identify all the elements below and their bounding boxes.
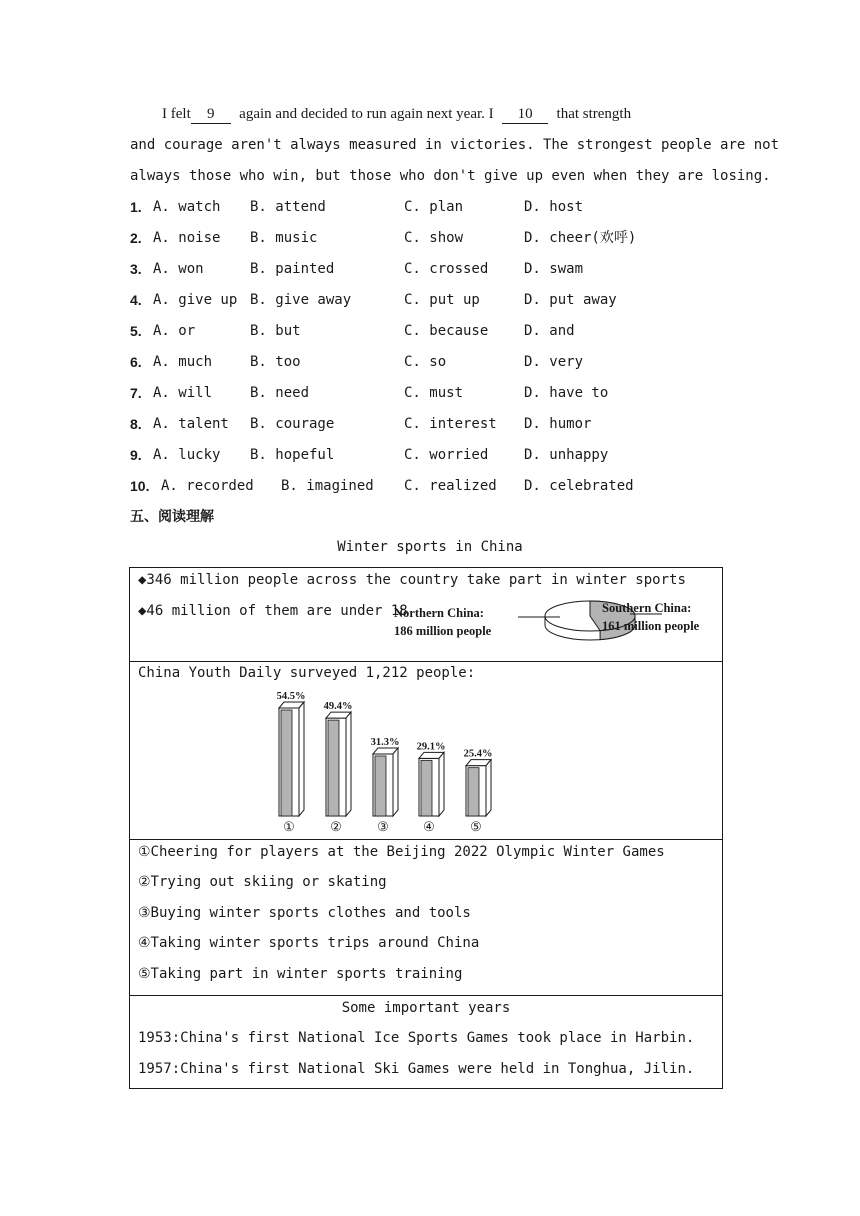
bar-3 <box>373 748 398 816</box>
option-b: B. imagined <box>281 478 374 494</box>
question-number: 7. <box>130 385 142 401</box>
bar-5 <box>466 760 491 816</box>
option-d: D. cheer(欢呼) <box>524 230 637 246</box>
activity-1: ①Cheering for players at the Beijing 2022 Olympic Winter Games <box>138 844 665 860</box>
section-title: 五、阅读理解 <box>130 509 214 525</box>
year-1953: 1953:China's first National Ice Sports Games took place in Harbin. <box>138 1030 695 1046</box>
question-number: 4. <box>130 292 142 308</box>
activity-5: ⑤Taking part in winter sports training <box>138 966 463 982</box>
blank-10: 10 <box>502 105 548 124</box>
option-b: B. attend <box>250 199 326 215</box>
question-row <box>130 440 750 471</box>
question-row <box>130 347 750 378</box>
option-d: D. have to <box>524 385 609 401</box>
question-number: 3. <box>130 261 142 277</box>
option-a: A. talent <box>153 416 229 432</box>
option-d: D. swam <box>524 261 584 277</box>
option-a: A. won <box>153 261 204 277</box>
facts-box <box>129 567 723 662</box>
option-d: D. humor <box>524 416 592 432</box>
bar-category-label: ① <box>283 819 295 834</box>
option-a: A. lucky <box>153 447 221 463</box>
bar-category-label: ④ <box>423 819 435 834</box>
option-a: A. recorded <box>161 478 254 494</box>
bar-value-label: 25.4% <box>463 748 493 760</box>
option-a: A. much <box>153 354 213 370</box>
passage-line-3: always those who win, but those who don't give up even when they are losing. <box>130 168 771 184</box>
question-number: 10. <box>130 478 150 494</box>
option-b: B. courage <box>250 416 335 432</box>
activity-2: ②Trying out skiing or skating <box>138 874 387 890</box>
question-row <box>130 285 750 316</box>
option-c: C. because <box>404 323 489 339</box>
bar-value-label: 31.3% <box>370 736 400 748</box>
option-c: C. put up <box>404 292 480 308</box>
fact-1: ◆346 million people across the country take part in winter sports <box>138 572 686 588</box>
question-row <box>130 471 750 502</box>
option-c: C. plan <box>404 199 464 215</box>
option-b: B. hopeful <box>250 447 335 463</box>
pie-value-northern: 186 million people <box>394 624 492 638</box>
bar-category-label: ③ <box>377 819 389 834</box>
question-row <box>130 316 750 347</box>
option-c: C. must <box>404 385 464 401</box>
option-b: B. too <box>250 354 301 370</box>
question-number: 2. <box>130 230 142 246</box>
option-c: C. realized <box>404 478 497 494</box>
question-row <box>130 192 750 223</box>
bar-category-label: ⑤ <box>470 819 482 834</box>
question-row <box>130 223 750 254</box>
bar-value-label: 54.5% <box>276 691 306 702</box>
year-1957: 1957:China's first National Ski Games were held in Tonghua, Jilin. <box>138 1061 695 1077</box>
years-box <box>129 995 723 1089</box>
activity-3: ③Buying winter sports clothes and tools <box>138 905 471 921</box>
question-number: 9. <box>130 447 142 463</box>
option-c: C. interest <box>404 416 497 432</box>
option-d: D. put away <box>524 292 617 308</box>
bar-4 <box>419 752 444 816</box>
bar-2 <box>326 712 351 816</box>
option-c: C. show <box>404 230 464 246</box>
blank-9: 9 <box>191 105 231 124</box>
option-a: A. give up <box>153 292 238 308</box>
question-row <box>130 409 750 440</box>
survey-intro: China Youth Daily surveyed 1,212 people: <box>138 665 476 681</box>
bar-category-label: ② <box>330 819 342 834</box>
question-number: 5. <box>130 323 142 339</box>
option-d: D. host <box>524 199 584 215</box>
option-d: D. unhappy <box>524 447 609 463</box>
option-c: C. crossed <box>404 261 489 277</box>
option-a: A. noise <box>153 230 221 246</box>
option-b: B. need <box>250 385 310 401</box>
fact-2: ◆46 million of them are under 18 <box>138 603 408 619</box>
survey-box <box>129 661 723 840</box>
bar-chart <box>276 688 560 838</box>
bar-1 <box>279 702 304 816</box>
activities-box <box>129 839 723 996</box>
question-row <box>130 378 750 409</box>
pie-label-southern: Southern China: <box>602 601 692 615</box>
years-title: Some important years <box>341 1000 511 1016</box>
option-b: B. painted <box>250 261 335 277</box>
question-number: 6. <box>130 354 142 370</box>
table-title: Winter sports in China <box>337 539 523 555</box>
option-d: D. and <box>524 323 575 339</box>
question-number: 1. <box>130 199 142 215</box>
pie-chart <box>390 588 720 658</box>
option-a: A. or <box>153 323 196 339</box>
option-d: D. very <box>524 354 584 370</box>
option-c: C. so <box>404 354 447 370</box>
option-d: D. celebrated <box>524 478 634 494</box>
pie-label-northern: Northern China: <box>394 606 484 620</box>
passage-line-2: and courage aren't always measured in victories. The strongest people are not <box>130 137 780 153</box>
question-row <box>130 254 750 285</box>
option-c: C. worried <box>404 447 489 463</box>
question-options <box>130 192 750 502</box>
bar-value-label: 29.1% <box>416 741 446 753</box>
option-a: A. will <box>153 385 213 401</box>
option-b: B. but <box>250 323 301 339</box>
activity-4: ④Taking winter sports trips around China <box>138 935 480 951</box>
option-b: B. give away <box>250 292 352 308</box>
pie-value-southern: 161 million people <box>602 619 700 633</box>
bar-value-label: 49.4% <box>323 701 353 713</box>
passage <box>130 99 780 192</box>
passage-line-1: I felt 9 again and decided to run again next year. I 10 that strength <box>162 106 632 122</box>
option-b: B. music <box>250 230 318 246</box>
option-a: A. watch <box>153 199 221 215</box>
question-number: 8. <box>130 416 142 432</box>
